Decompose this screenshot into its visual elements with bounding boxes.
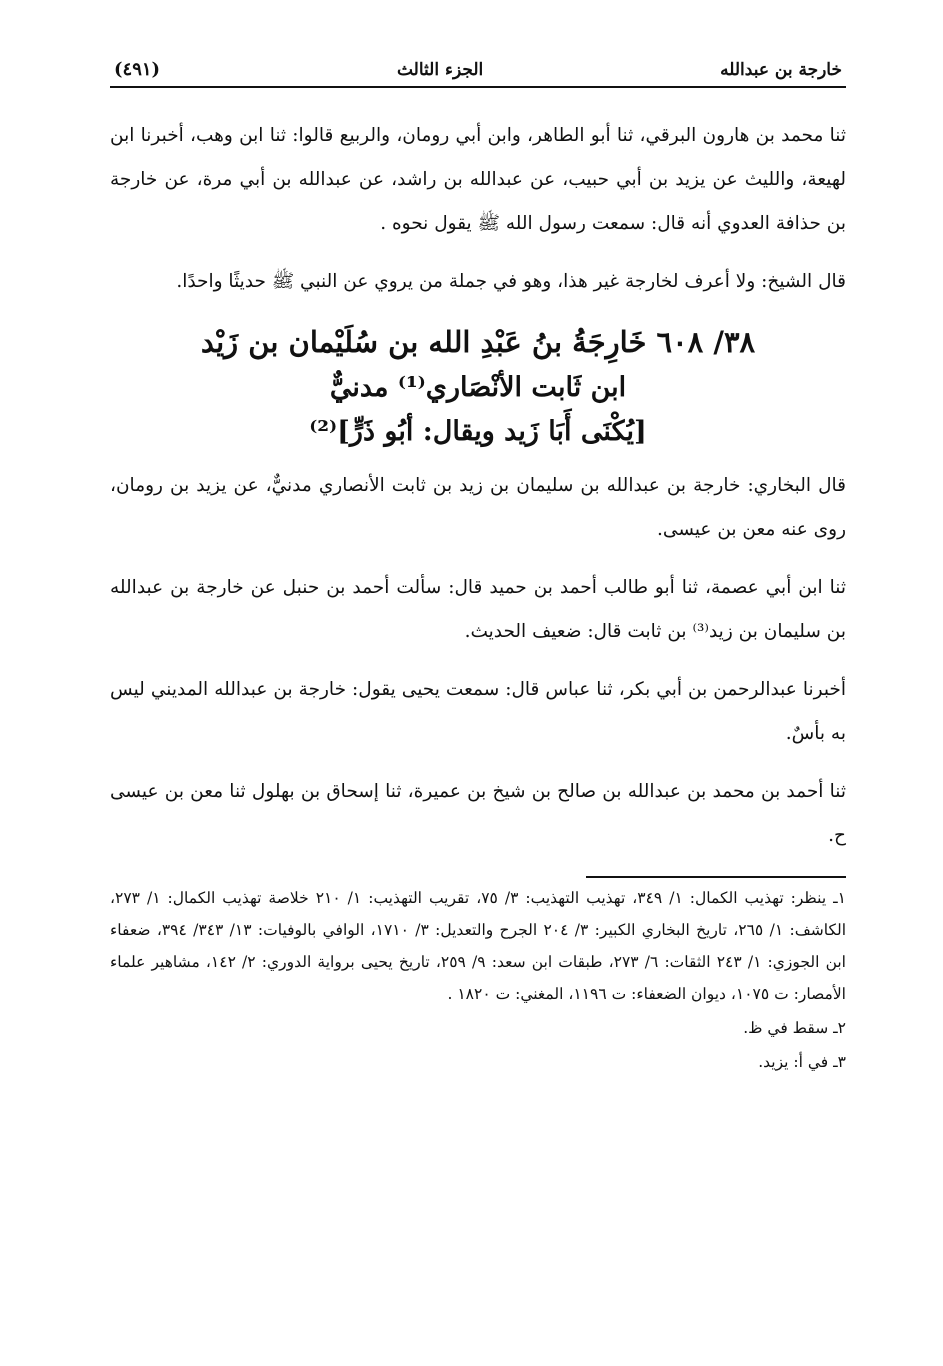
entry-heading	[110, 318, 846, 454]
section-title: خارجة بن عبدالله	[720, 60, 842, 80]
paragraph: أخبرنا عبدالرحمن بن أبي بكر، ثنا عباس قال: سمعت يحيى يقول: خارجة بن عبدالله المديني ليس به بأسٌ.	[110, 679, 846, 744]
paragraph: ثنا أحمد بن محمد بن عبدالله بن صالح بن شيخ بن عميرة، ثنا إسحاق بن بهلول ثنا معن بن عيسى ح.	[110, 781, 846, 846]
footnote: ٣ـ في أ: يزيد.	[758, 1053, 846, 1071]
paragraph: ثنا محمد بن هارون البرقي، ثنا أبو الطاهر، وابن أبي رومان، والربيع قالوا: ثنا ابن وهب، أخبرنا ابن لهيعة، والليث عن يزيد بن أبي حبيب، عن عبدالله بن راشد، عن عبدالله بن أبي مرة، عن خارجة بن حذافة العدوي أنه قال: سمعت رسول الله ﷺ يقول نحوه .	[110, 125, 846, 234]
entry-heading-line: [يُكْنَى أَبَا زَيد ويقال: أبُو ذَرٍّ]⁽²⁾	[309, 416, 647, 447]
paragraph: قال الشيخ: ولا أعرف لخارجة غير هذا، وهو في جملة من يروي عن النبي ﷺ حديثًا واحدًا.	[176, 271, 846, 292]
footnote: ١ـ ينظر: تهذيب الكمال: ١/ ٣٤٩، تهذيب التهذيب: ٣/ ٧٥، تقريب التهذيب: ١/ ٢١٠ خلاصة تهذيب الكمال: ١/ ٢٧٣، الكاشف: ١/ ٢٦٥، تاريخ البخاري الكبير: ٣/ ٢٠٤ الجرح والتعديل: ٣/ ١٧١٠، الوافي بالوفيات: ١٣/ ٣٤٣/ ٣٩٤، ضعفاء ابن الجوزي: ١/ ٢٤٣ الثقات: ٦/ ٢٧٣، طبقات ابن سعد: ٩/ ٢٥٩، تاريخ يحيى برواية الدوري: ٢/ ١٤٢، مشاهير علماء الأمصار: ت ١٠٧٥، ديوان الضعفاء: ت ١١٩٦، المغني: ت ١٨٢٠ .	[110, 889, 847, 1003]
main-text	[110, 114, 846, 858]
page-header	[110, 48, 846, 88]
entry-heading-line: ٣٨/ ٦٠٨ خَارِجَةُ بنُ عَبْدِ الله بن سُلَيْمان بن زَيْد	[200, 325, 756, 359]
paragraph: ثنا ابن أبي عصمة، ثنا أبو طالب أحمد بن حميد قال: سألت أحمد بن حنبل عن خارجة بن عبدالله بن سليمان بن زيد⁽³⁾ بن ثابت قال: ضعيف الحديث.	[110, 577, 846, 642]
footnote: ٢ـ سقط في ظ.	[743, 1019, 846, 1037]
entry-heading-line: ابن ثَابت الأنْصَاري⁽¹⁾ مدنيٌّ	[329, 372, 627, 403]
footnotes	[110, 882, 846, 1078]
book-page	[110, 48, 846, 1078]
paragraph: قال البخاري: خارجة بن عبدالله بن سليمان بن زيد بن ثابت الأنصاري مدنيٌّ، عن يزيد بن رومان، روى عنه معن بن عيسى.	[110, 475, 846, 540]
page-number: (٤٩١)	[114, 59, 161, 80]
part-title: الجزء الثالث	[396, 60, 484, 80]
footnote-separator	[586, 876, 846, 878]
